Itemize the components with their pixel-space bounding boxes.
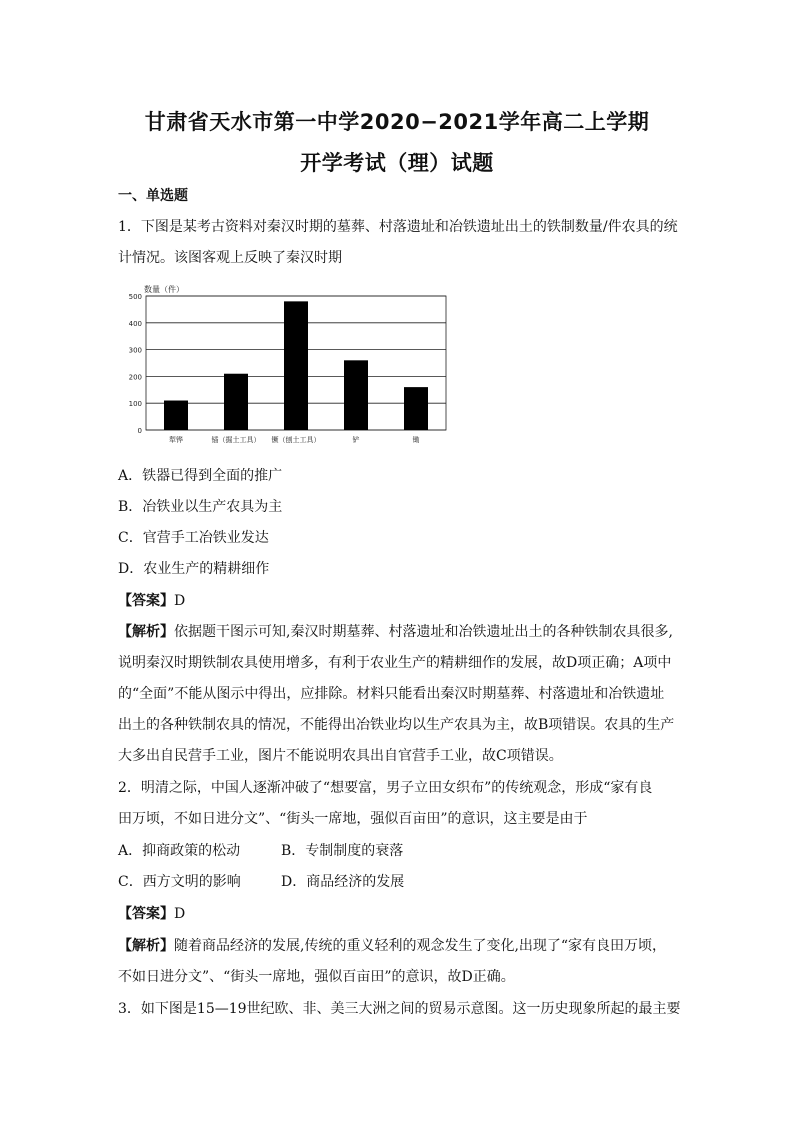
q1-answer <box>118 591 688 611</box>
q2-option-d: D．商品经济的发展 <box>281 874 405 890</box>
q1-analysis-line5: 大多出自民营手工业，图片不能说明农具出自官营手工业，故C项错误。 <box>118 748 563 764</box>
analysis-text: 依据题干图示可知,秦汉时期墓葬、村落遗址和冶铁遗址出土的各种铁制农具很多, <box>174 624 673 640</box>
x-tick-label: 犁铧 <box>169 436 183 444</box>
x-tick-label: 锄 <box>412 436 420 444</box>
q1-stem-line2: 计情况。该图客观上反映了秦汉时期 <box>118 250 342 266</box>
q2-option-b: B．专制制度的衰落 <box>281 843 404 859</box>
q1-option-b: B．冶铁业以生产农具为主 <box>118 499 283 515</box>
q1-option-d: D．农业生产的精耕细作 <box>118 561 270 577</box>
x-tick-label: 锸（掘土工具） <box>211 436 261 444</box>
q1-bar-chart <box>118 281 458 451</box>
answer-label: 【答案】 <box>118 906 174 922</box>
q1-option-c: C．官营手工冶铁业发达 <box>118 530 269 546</box>
bar <box>404 387 428 430</box>
q3-stem-line1: 3．如下图是15—19世纪欧、非、美三大洲之间的贸易示意图。这一历史现象所起的最主要 <box>118 1001 681 1017</box>
q2-answer <box>118 904 688 924</box>
page-title: 甘肃省天水市第一中学2020−2021学年高二上学期 <box>144 110 650 134</box>
q1-analysis-line2: 说明秦汉时期铁制农具使用增多，有利于农业生产的精耕细作的发展，故D项正确；A项中 <box>118 655 672 671</box>
answer-value: D <box>174 906 186 922</box>
analysis-label: 【解析】 <box>118 938 174 954</box>
y-tick-label: 500 <box>128 293 142 301</box>
x-tick-label: 镢（刨土工具） <box>271 436 321 444</box>
section-heading: 一、单选题 <box>118 188 188 204</box>
page-subtitle: 开学考试（理）试题 <box>300 151 494 175</box>
y-tick-label: 100 <box>128 400 142 409</box>
bar <box>224 374 248 430</box>
q2-stem-line2: 田万顷，不如日进分文”、“街头一席地，强似百亩田”的意识，这主要是由于 <box>118 811 588 827</box>
bar-chart-svg <box>118 281 458 451</box>
q1-analysis-line1 <box>118 622 688 642</box>
analysis-label: 【解析】 <box>118 624 174 640</box>
q2-analysis-line1 <box>118 936 688 956</box>
y-tick-label: 0 <box>137 427 142 435</box>
q2-analysis-line2: 不如日进分文”、“街头一席地，强似百亩田”的意识，故D正确。 <box>118 969 515 985</box>
analysis-text: 随着商品经济的发展,传统的重义轻利的观念发生了变化,出现了“家有良田万顷， <box>174 938 667 954</box>
q2-stem-line1: 2．明清之际，中国人逐渐冲破了“想要富，男子立田女织布”的传统观念，形成“家有良 <box>118 780 653 796</box>
y-tick-label: 300 <box>128 346 142 355</box>
q2-option-a: A．抑商政策的松动 <box>118 843 241 859</box>
x-tick-label: 铲 <box>352 436 360 444</box>
q1-stem-line1: 1．下图是某考古资料对秦汉时期的墓葬、村落遗址和冶铁遗址出土的铁制数量/件农具的统 <box>118 219 678 235</box>
q2-options-row1 <box>118 841 688 861</box>
y-tick-label: 400 <box>128 319 142 328</box>
answer-value: D <box>174 593 186 609</box>
q1-analysis-line3: 的“全面”不能从图示中得出，应排除。材料只能看出秦汉时期墓葬、村落遗址和冶铁遗址 <box>118 686 665 702</box>
answer-label: 【答案】 <box>118 593 174 609</box>
q1-analysis-line4: 出土的各种铁制农具的情况，不能得出冶铁业均以生产农具为主，故B项错误。农具的生产 <box>118 717 675 733</box>
bar <box>344 360 368 430</box>
q2-option-c: C．西方文明的影响 <box>118 874 241 890</box>
y-axis-label: 数量（件） <box>144 285 184 294</box>
bar <box>284 301 308 430</box>
q2-options-row2 <box>118 872 688 892</box>
y-tick-label: 200 <box>128 373 142 382</box>
bar <box>164 401 188 430</box>
q1-option-a: A．铁器已得到全面的推广 <box>118 468 283 484</box>
